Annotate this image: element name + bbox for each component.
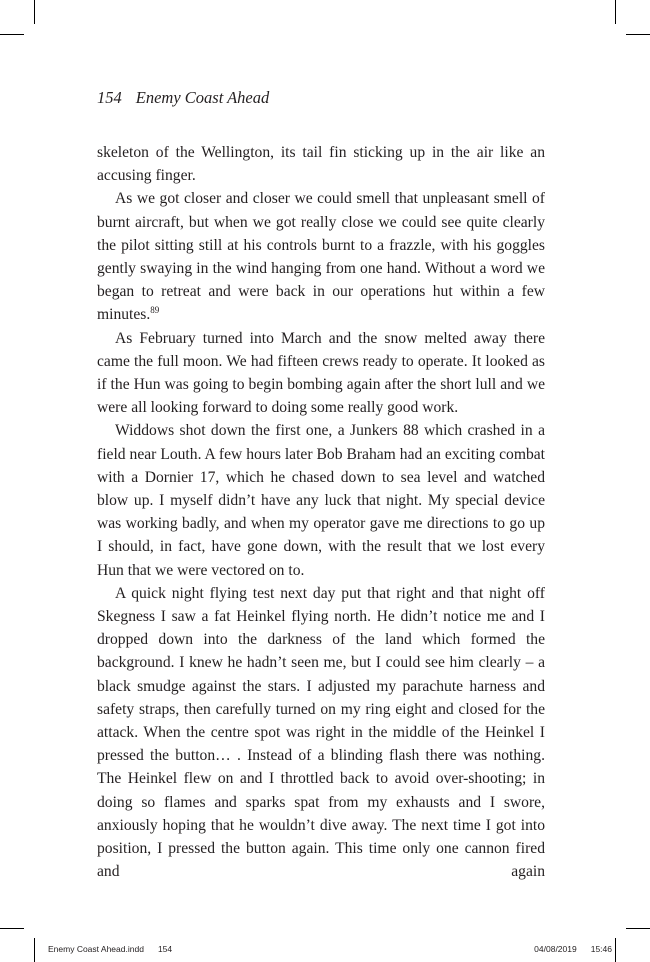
slug-filename: Enemy Coast Ahead.indd xyxy=(48,944,144,954)
running-header xyxy=(97,88,269,108)
crop-mark xyxy=(0,928,24,929)
paragraph: skeleton of the Wellington, its tail fin sticking up in the air like an accusing finger. xyxy=(97,144,545,185)
paragraph xyxy=(97,187,545,326)
crop-mark xyxy=(615,0,616,24)
paragraph-text: As we got closer and closer we could smell that unpleasant smell of burnt aircraft, but when we got really close we could see quite clearly the pilot sitting still at his controls burnt to a frazzle, with his goggles gently swaying in the wind hanging from one hand. Without a word we began to retreat and were back in our operations hut within a few minutes. xyxy=(97,190,545,324)
crop-mark xyxy=(615,938,616,962)
crop-mark xyxy=(626,34,650,35)
crop-mark xyxy=(0,34,24,35)
slug-timestamp xyxy=(534,944,612,954)
paragraph: A quick night flying test next day put that right and that night off Skegness I saw a fat Heinkel flying north. He didn’t notice me and I dropped down into the darkness of the land which formed the background. I knew he hadn’t seen me, but I could see him clearly – a black smudge against the stars. I adjusted my parachute harness and safety straps, then carefully turned on my ring eight and closed for the attack. When the centre spot was right in the middle of the Heinkel I pressed the button… . Instead of a blinding flash there was nothing. The Heinkel flew on and I throttled back to avoid over-shooting; in doing so flames and sparks spat from my exhausts and I swore, anxiously hoping that he wouldn’t dive away. The next time I got into position, I pressed the button again. This time only one cannon fired and again xyxy=(97,584,545,881)
slug-date: 04/08/2019 xyxy=(534,944,577,954)
crop-mark xyxy=(34,0,35,24)
slug-time: 15:46 xyxy=(590,944,612,954)
crop-mark xyxy=(34,938,35,962)
paragraph: Widdows shot down the first one, a Junkers 88 which crashed in a field near Louth. A few hours later Bob Braham had an exciting combat with a Dornier 17, which he chased down to sea level and watched blow up. I myself didn’t have any luck that night. My special device was working badly, and when my operator gave me directions to go up I should, in fact, have gone down, with the result that we lost every Hun that we were vectored on to. xyxy=(97,422,545,579)
body-text xyxy=(97,141,545,884)
book-title: Enemy Coast Ahead xyxy=(135,88,270,107)
slug-file-info xyxy=(48,944,172,954)
slug-page: 154 xyxy=(157,944,173,954)
crop-mark xyxy=(626,928,650,929)
paragraph: As February turned into March and the snow melted away there came the full moon. We had fifteen crews ready to operate. It looked as if the Hun was going to begin bombing again after the short lull and we were all looking forward to doing some really good work. xyxy=(97,329,545,417)
page-number: 154 xyxy=(97,88,122,107)
footnote-marker: 89 xyxy=(150,305,160,316)
